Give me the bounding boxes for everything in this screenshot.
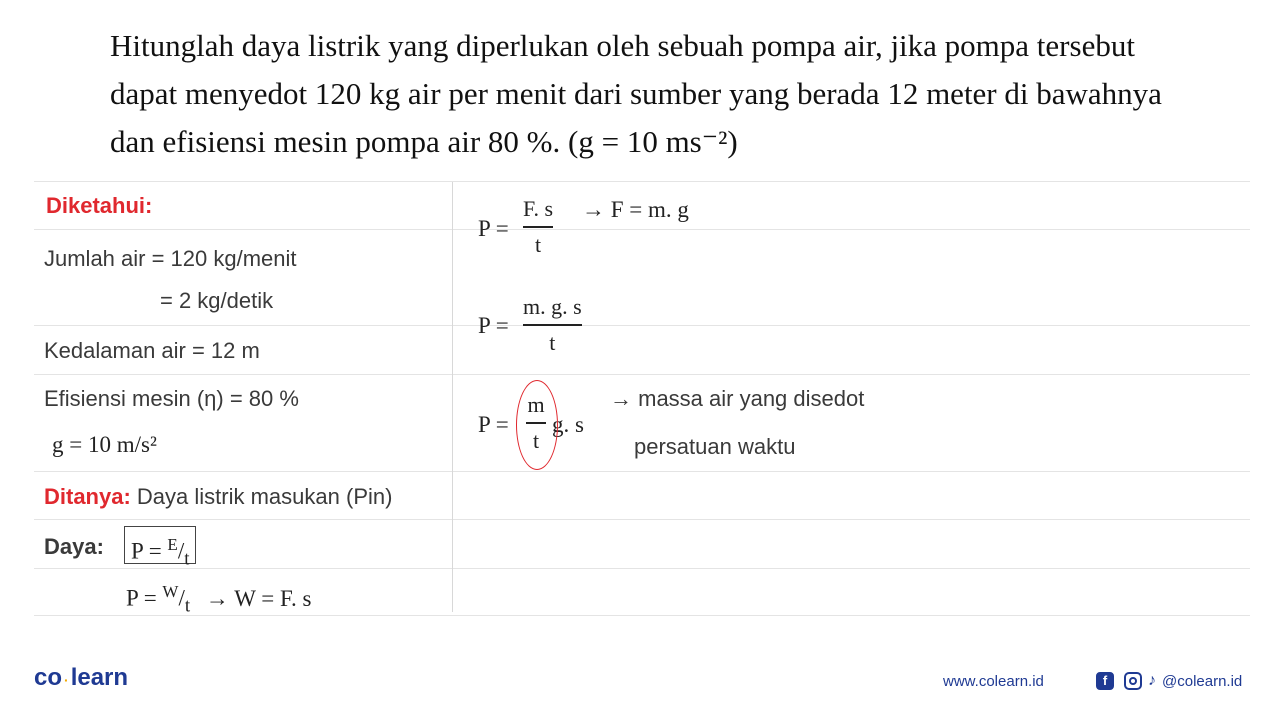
daya-label: Daya:: [44, 534, 104, 559]
diketahui-heading: Diketahui:: [46, 193, 153, 218]
eq3-lhs: P =: [478, 412, 509, 437]
eq2-den: t: [549, 329, 556, 355]
daya-formula-num: E: [167, 535, 178, 554]
eq1-fraction: [523, 196, 553, 258]
ditanya-label: Ditanya:: [44, 484, 131, 509]
question-text: Hitunglah daya listrik yang diperlukan oleh sebuah pompa air, jika pompa tersebut dapat menyedot 120 kg air per menit dari sumber yang berada 12 meter di bawahnya dan efisiensi mesin pompa air 80 %. (g = 10 ms⁻²): [110, 28, 1162, 159]
eq1-rhs: → F = m. g: [582, 197, 689, 222]
tiktok-icon: ♪: [1148, 672, 1156, 689]
w-formula-num: W: [162, 582, 179, 601]
facebook-icon: f: [1096, 672, 1114, 690]
logo-part-learn: learn: [70, 664, 129, 691]
row-divider: [34, 568, 1250, 569]
w-formula-den: t: [184, 595, 191, 617]
eq3-num: m: [527, 392, 545, 417]
efisiensi-mesin: Efisiensi mesin (η) = 80 %: [44, 386, 299, 411]
gravitasi: g = 10 m/s²: [52, 432, 157, 457]
fraction-bar: [523, 226, 553, 228]
ditanya-row: [44, 484, 392, 510]
instagram-icon: [1124, 672, 1142, 690]
row-divider: [34, 181, 1250, 182]
eq2-lhs: P =: [478, 313, 509, 338]
row-divider: [34, 229, 1250, 230]
w-formula: $P = ^W/_t \to W = F$. s: [126, 582, 312, 617]
eq2-num: m. g. s: [523, 294, 582, 319]
w-formula-lhs: P =: [126, 585, 157, 611]
logo-dot-icon: ·: [64, 672, 69, 688]
social-handle: @colearn.id: [1162, 672, 1243, 690]
fraction-bar: [523, 324, 582, 326]
jumlah-air: Jumlah air = 120 kg/menit: [44, 246, 297, 271]
ditanya-text: Daya listrik masukan (Pin): [136, 484, 393, 509]
colearn-logo: [34, 664, 128, 692]
row-divider: [34, 374, 1250, 375]
eq3-den: t: [532, 427, 540, 453]
social-links: [1096, 672, 1242, 690]
kedalaman-air: Kedalaman air = 12 m: [44, 338, 260, 363]
row-divider: [34, 471, 1250, 472]
row-divider: [34, 519, 1250, 520]
row-divider: [34, 325, 1250, 326]
eq1-num: F. s: [523, 196, 554, 221]
eq2-fraction: [523, 294, 582, 356]
daya-formula-lhs: P =: [131, 538, 162, 564]
footer-url: www.colearn.id: [943, 673, 1044, 690]
note-line-1: → massa air yang disedot: [610, 386, 865, 411]
logo-part-co: co: [34, 664, 63, 691]
highlight-circle: [516, 380, 558, 470]
jumlah-air-converted: = 2 kg/detik: [160, 288, 274, 313]
eq1-lhs: P =: [478, 216, 509, 241]
daya-formula-box: $P = ^E/_t$: [124, 526, 196, 564]
column-divider: [452, 182, 453, 612]
daya-formula-den: t: [184, 548, 190, 570]
eq3-rest: g. s: [552, 412, 584, 437]
note-line-2: persatuan waktu: [634, 434, 796, 459]
w-formula-rhs: → W = F. s: [205, 585, 312, 611]
eq1-den: t: [534, 231, 542, 257]
